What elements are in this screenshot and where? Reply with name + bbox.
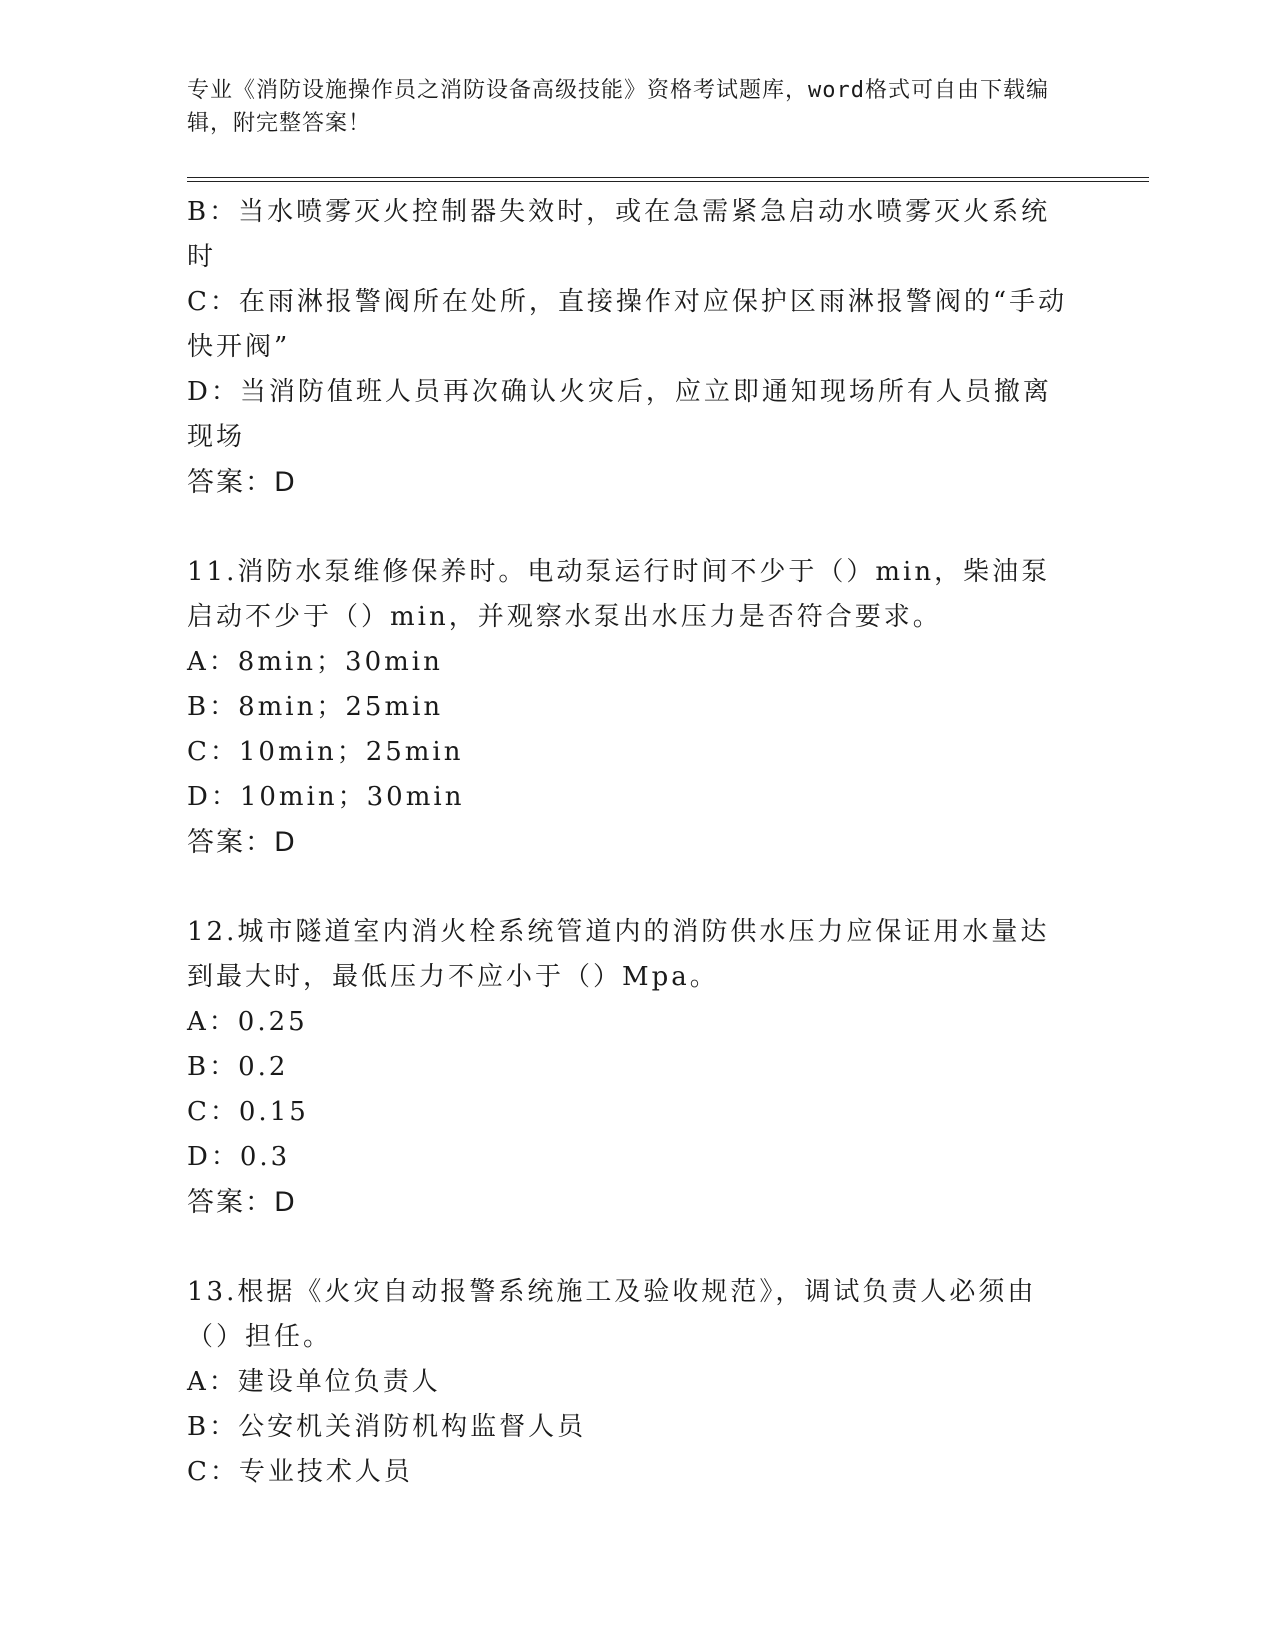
question-stem: 12.城市隧道室内消火栓系统管道内的消防供水压力应保证用水量达到最大时，最低压力不应小于（）Mpa。 (187, 917, 1050, 992)
question-11 (187, 550, 1077, 865)
question-content (187, 190, 1077, 1495)
question-stem: 11.消防水泵维修保养时。电动泵运行时间不少于（）min，柴油泵启动不少于（）min，并观察水泵出水压力是否符合要求。 (187, 557, 1051, 632)
option-c: C：专业技术人员 (187, 1457, 413, 1487)
option-a: A：0.25 (187, 1007, 308, 1037)
header-divider-bottom (187, 181, 1149, 182)
option-b: B：当水喷雾灭火控制器失效时，或在急需紧急启动水喷雾灭火系统时 (187, 197, 1051, 272)
option-a: A：建设单位负责人 (187, 1367, 441, 1397)
option-b: B：0.2 (187, 1052, 289, 1082)
option-d: D：0.3 (187, 1142, 291, 1172)
option-d: D：当消防值班人员再次确认火灾后，应立即通知现场所有人员撤离现场 (187, 377, 1052, 452)
spacer (187, 505, 1077, 550)
option-b: B：8min；25min (187, 692, 444, 722)
option-c: C：10min；25min (187, 737, 464, 767)
option-b: B：公安机关消防机构监督人员 (187, 1412, 587, 1442)
header-text: 专业《消防设施操作员之消防设备高级技能》资格考试题库，word格式可自由下载编辑，附完整答案！ (187, 78, 1049, 136)
spacer (187, 865, 1077, 910)
answer-line: 答案：D (187, 467, 297, 498)
spacer (187, 1225, 1077, 1270)
answer-line: 答案：D (187, 827, 297, 858)
option-c: C：0.15 (187, 1097, 309, 1127)
header-divider-top (187, 177, 1149, 178)
option-d: D：10min；30min (187, 782, 465, 812)
question-stem: 13.根据《火灾自动报警系统施工及验收规范》，调试负责人必须由（）担任。 (187, 1277, 1037, 1352)
option-a: A：8min；30min (187, 647, 443, 677)
document-header (187, 74, 1067, 140)
question-13 (187, 1270, 1077, 1495)
option-c: C：在雨淋报警阀所在处所，直接操作对应保护区雨淋报警阀的“手动快开阀” (187, 287, 1068, 362)
question-12 (187, 910, 1077, 1225)
continued-question (187, 190, 1077, 505)
answer-line: 答案：D (187, 1187, 297, 1218)
